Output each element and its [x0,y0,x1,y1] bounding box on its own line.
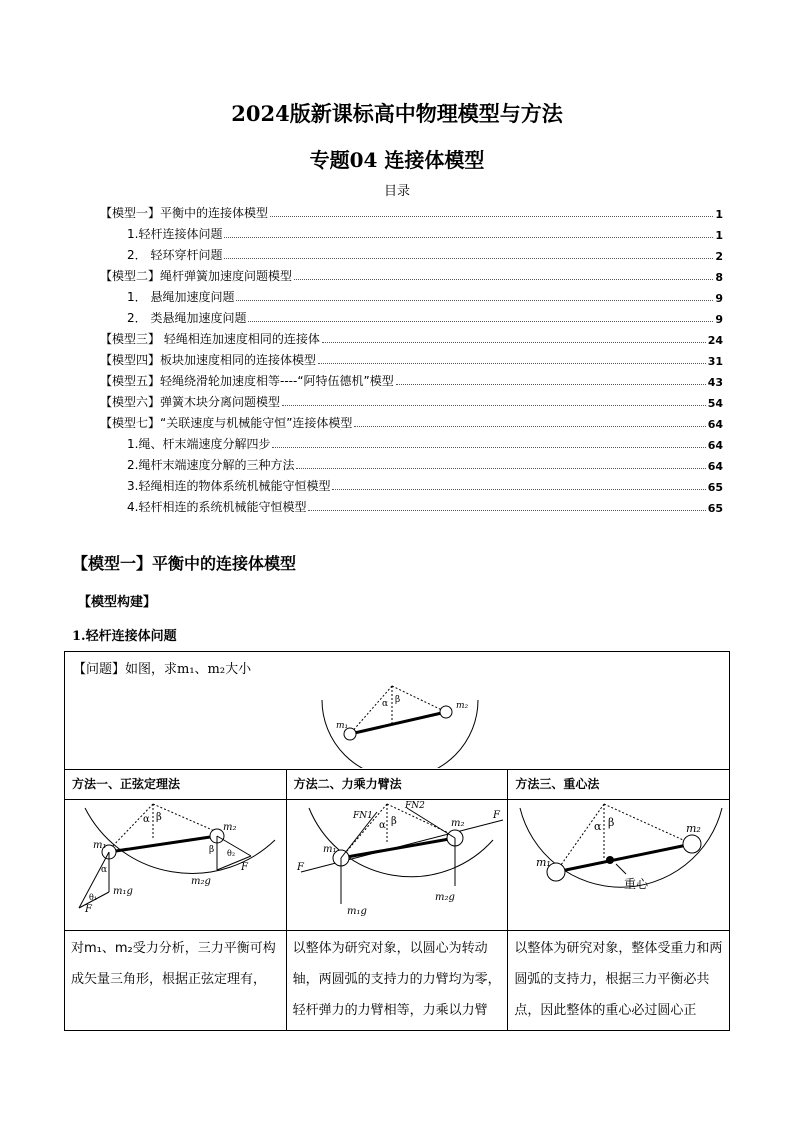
toc-entry[interactable] [100,431,723,452]
svg-text:β: β [390,816,397,827]
svg-text:α: α [382,699,389,709]
toc-entry-label: 【模型二】绳杆弹簧加速度问题模型 [100,269,293,283]
svg-text:m₁g: m₁g [113,886,133,897]
svg-text:m₁g: m₁g [346,906,367,917]
toc-entry[interactable] [100,221,723,242]
svg-text:β: β [209,845,215,855]
toc-entry-label: 2． 轻环穿杆问题 [127,248,223,262]
method2-text: 以整体为研究对象，以圆心为转动轴，两圆弧的支持力的力臂均为零，轻杆弹力的力臂相等，力乘以力臂 [286,931,508,1031]
toc-entry[interactable] [100,284,723,305]
toc-entry-page: 65 [707,481,723,494]
svg-text:β: β [608,816,615,829]
toc-entry-label: 3.轻绳相连的物体系统机械能守恒模型 [127,479,331,493]
toc-leader-dots [318,363,706,364]
toc-entry-page: 2 [715,250,723,263]
toc-entry[interactable] [100,494,723,515]
svg-text:β: β [395,695,401,705]
method1-title: 方法一、正弦定理法 [65,770,287,800]
toc-entry-page: 64 [707,418,723,431]
svg-text:F: F [492,810,500,821]
toc-entry-label: 1.轻杆连接体问题 [127,227,223,241]
toc-leader-dots [282,405,706,406]
toc-entry[interactable] [100,452,723,473]
svg-text:m₂: m₂ [450,818,465,829]
toc-leader-dots [354,426,705,427]
toc-entry[interactable] [100,200,723,221]
toc-leader-dots [224,258,713,259]
svg-text:m₁: m₁ [536,856,552,869]
toc-entry-label: 2． 类悬绳加速度问题 [127,311,247,325]
toc-leader-dots [296,468,705,469]
toc-leader-dots [248,321,713,322]
toc-entry-page: 1 [715,229,723,242]
svg-text:m₂g: m₂g [434,892,455,903]
toc-entry[interactable] [100,347,723,368]
toc-entry[interactable] [100,368,723,389]
toc-entry-label: 【模型四】板块加速度相同的连接体模型 [100,353,317,367]
toc-entry-page: 64 [707,460,723,473]
toc-entry[interactable] [100,326,723,347]
toc-leader-dots [332,489,705,490]
svg-text:FN2: FN2 [404,801,425,811]
toc-entry-page: 43 [707,376,723,389]
toc-entry[interactable] [100,389,723,410]
toc-entry-label: 2.绳杆末端速度分解的三种方法 [127,458,295,472]
svg-text:α: α [378,820,386,831]
toc-entry-page: 24 [707,334,723,347]
toc-entry-page: 9 [715,292,723,305]
problem-text: 【问题】如图，求m₁、m₂大小 [73,662,252,677]
document-subtitle: 专题04 连接体模型 [309,148,485,172]
document-title: 2024版新课标高中物理模型与方法 [231,101,563,126]
svg-text:α: α [594,820,602,833]
toc-entry-page: 31 [707,355,723,368]
section-heading: 【模型一】平衡中的连接体模型 [72,554,297,573]
method2-figure [287,800,511,926]
method1-text: 对m₁、m₂受力分析，三力平衡可构成矢量三角形，根据正弦定理有， [65,931,287,1031]
toc-leader-dots [272,447,705,448]
method1-figure-cell [65,800,287,931]
method2-figure-cell [286,800,508,931]
toc-leader-dots [224,237,713,238]
svg-text:F: F [85,904,92,915]
svg-text:FN1: FN1 [352,811,373,821]
method2-title: 方法二、力乘力臂法 [286,770,508,800]
svg-text:θ₁: θ₁ [89,893,98,902]
toc-leader-dots [396,384,706,385]
svg-text:m₂: m₂ [456,701,469,711]
toc-entry-label: 【模型六】弹簧木块分离问题模型 [100,395,281,409]
toc-heading: 目录 [383,184,410,199]
method3-figure [508,800,726,926]
toc-entry-label: 4.轻杆相连的系统机械能守恒模型 [127,500,307,514]
svg-text:重心: 重心 [624,877,649,891]
method3-text: 以整体为研究对象，整体受重力和两圆弧的支持力，根据三力平衡必共点，因此整体的重心必过圆心正 [508,931,730,1031]
svg-text:m₂g: m₂g [191,876,211,887]
toc-entry-label: 【模型五】轻绳绕滑轮加速度相等----“阿特伍德机”模型 [100,374,394,388]
method1-figure [65,800,277,926]
toc-entry-label: 【模型一】平衡中的连接体模型 [100,206,269,220]
subsection-heading: 1.轻杆连接体问题 [72,629,177,644]
model-build-label: 【模型构建】 [78,595,157,610]
toc-entry-page: 9 [715,313,723,326]
svg-text:F: F [241,862,248,873]
toc-entry[interactable] [100,242,723,263]
toc-entry-page: 64 [707,439,723,452]
toc-entry-label: 【模型三】 轻绳相连加速度相同的连接体 [100,332,320,346]
svg-text:β: β [156,812,162,823]
svg-text:m₁: m₁ [93,840,107,851]
toc-entry-page: 65 [707,502,723,515]
toc-entry-label: 1． 悬绳加速度问题 [127,290,235,304]
svg-text:m₂: m₂ [686,822,702,835]
toc-leader-dots [308,510,705,511]
toc-leader-dots [322,342,706,343]
toc-entry-label: 【模型七】“关联速度与机械能守恒”连接体模型 [100,416,353,430]
svg-text:θ₂: θ₂ [227,849,236,858]
svg-text:α: α [101,865,108,875]
method3-title: 方法三、重心法 [508,770,730,800]
method3-figure-cell [508,800,730,931]
table-of-contents [100,200,723,515]
toc-leader-dots [236,300,713,301]
toc-entry[interactable] [100,263,723,284]
toc-leader-dots [294,279,713,280]
svg-text:F: F [296,862,304,873]
toc-entry[interactable] [100,473,723,494]
toc-entry[interactable] [100,410,723,431]
svg-text:m₂: m₂ [223,822,237,833]
problem-cell [65,652,730,770]
svg-text:m₁: m₁ [322,844,337,855]
toc-entry-page: 8 [715,271,723,284]
toc-entry-label: 1.绳、杆末端速度分解四步 [127,437,271,451]
svg-text:m₁: m₁ [336,721,349,731]
toc-entry[interactable] [100,305,723,326]
toc-entry-page: 1 [715,208,723,221]
toc-entry-page: 54 [707,397,723,410]
problem-table [64,651,730,1031]
problem-figure [320,682,480,768]
svg-text:α: α [143,814,150,825]
toc-leader-dots [270,216,713,217]
